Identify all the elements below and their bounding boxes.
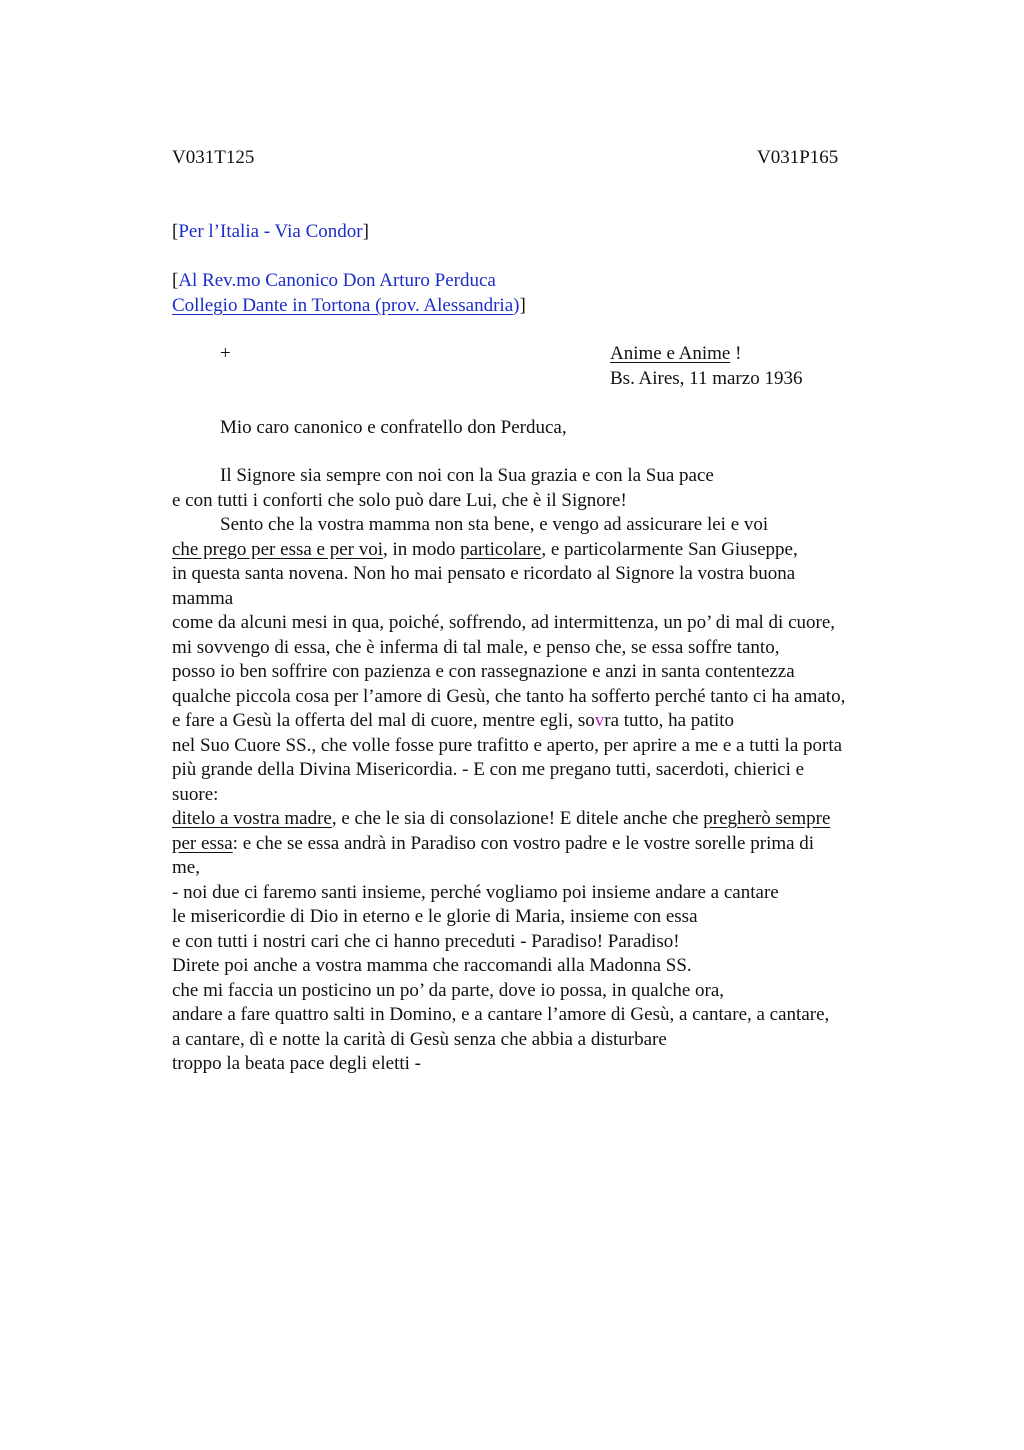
body-line: mamma [172,587,234,609]
body-line: suore: [172,783,219,805]
motto-text: Anime e Anime [610,343,731,364]
body-line: Sento che la vostra mamma non sta bene, e vengo ad assicurare lei e voi [220,514,769,535]
address-line-1 [172,270,496,292]
inserted-letter: v [594,710,605,731]
text-span: ra tutto, ha patito [604,710,735,731]
body-line: troppo la beata pace degli eletti - [172,1053,421,1074]
body-line: me, [172,857,200,878]
body-line: e con tutti i conforti che solo può dare Lui, che è il Signore! [172,489,627,511]
motto-suffix: ! [730,343,742,364]
body-line [172,709,912,734]
body-line: mi sovvengo di essa, che è inferma di tal male, e penso che, se essa soffre tanto, [172,636,780,658]
body-line [172,538,912,563]
salutation: Mio caro canonico e confratello don Perduca, [220,417,567,438]
paren-close: ) [513,295,520,316]
body-line: nel Suo Cuore SS., che volle fosse pure trafitto e aperto, per aprire a me e a tutti la porta [172,734,843,756]
bracket-open: [ [172,270,179,291]
body-line: andare a fare quattro salti in Domino, e a cantare l’amore di Gesù, a cantare, a cantare, [172,1004,830,1025]
bracket-close: ] [519,295,526,316]
bracket-close: ] [362,221,369,242]
underlined-phrase: che prego per essa e per voi [172,538,384,560]
addressee-name: Al Rev.mo Canonico Don Arturo Perduca [178,270,496,291]
body-line: in questa santa novena. Non ho mai pensato e ricordato al Signore la vostra buona [172,563,796,584]
text-span: , e che le sia di consolazione! E ditele anche che [331,808,704,829]
body-line: come da alcuni mesi in qua, poiché, soffrendo, ad intermittenza, un po’ di mal di cuore, [172,612,836,633]
letter-body [172,464,912,1077]
body-line: qualche piccola cosa per l’amore di Gesù, che tanto ha sofferto perché tanto ci ha amato, [172,685,846,707]
body-line: Direte poi anche a vostra mamma che raccomandi alla Madonna SS. [172,955,692,976]
addressee-college: Collegio Dante in Tortona (prov. Alessandria [172,295,514,316]
body-line: Il Signore sia sempre con noi con la Sua grazia e con la Sua pace [220,465,714,486]
underlined-phrase: per essa [172,832,233,854]
text-span: , in modo [383,538,461,560]
address-line-2 [172,295,526,317]
body-line: che mi faccia un posticino un po’ da parte, dove io possa, in qualche ora, [172,979,725,1001]
route-note [172,221,369,243]
motto [610,343,741,365]
underlined-phrase: particolare [460,538,542,560]
body-line: e con tutti i nostri cari che ci hanno preceduti - Paradiso! Paradiso! [172,930,680,952]
body-line [172,832,912,857]
underlined-phrase: pregherò sempre [703,808,831,829]
document-code-left: V031T125 [172,147,255,168]
text-span: e fare a Gesù la offerta del mal di cuore, mentre egli, so [172,710,595,731]
body-line: più grande della Divina Misericordia. - E con me pregano tutti, sacerdoti, chierici e [172,759,805,780]
text-span: , e particolarmente San Giuseppe, [541,538,798,560]
place-date: Bs. Aires, 11 marzo 1936 [610,368,803,389]
body-line: a cantare, dì e notte la carità di Gesù senza che abbia a disturbare [172,1028,667,1050]
document-code-right: V031P165 [757,147,839,168]
underlined-phrase: ditelo a vostra madre [172,808,332,829]
body-line: le misericordie di Dio in eterno e le glorie di Maria, insieme con essa [172,906,698,927]
text-span: : e che se essa andrà in Paradiso con vostro padre e le vostre sorelle prima di [232,832,815,854]
body-line: - noi due ci faremo santi insieme, perché vogliamo poi insieme andare a cantare [172,881,779,903]
route-text: Per l’Italia - Via Condor [178,221,363,242]
cross-symbol: + [220,343,231,364]
bracket-open: [ [172,221,179,242]
body-line [172,807,912,832]
body-line: posso io ben soffrire con pazienza e con rassegnazione e anzi in santa contentezza [172,661,795,682]
